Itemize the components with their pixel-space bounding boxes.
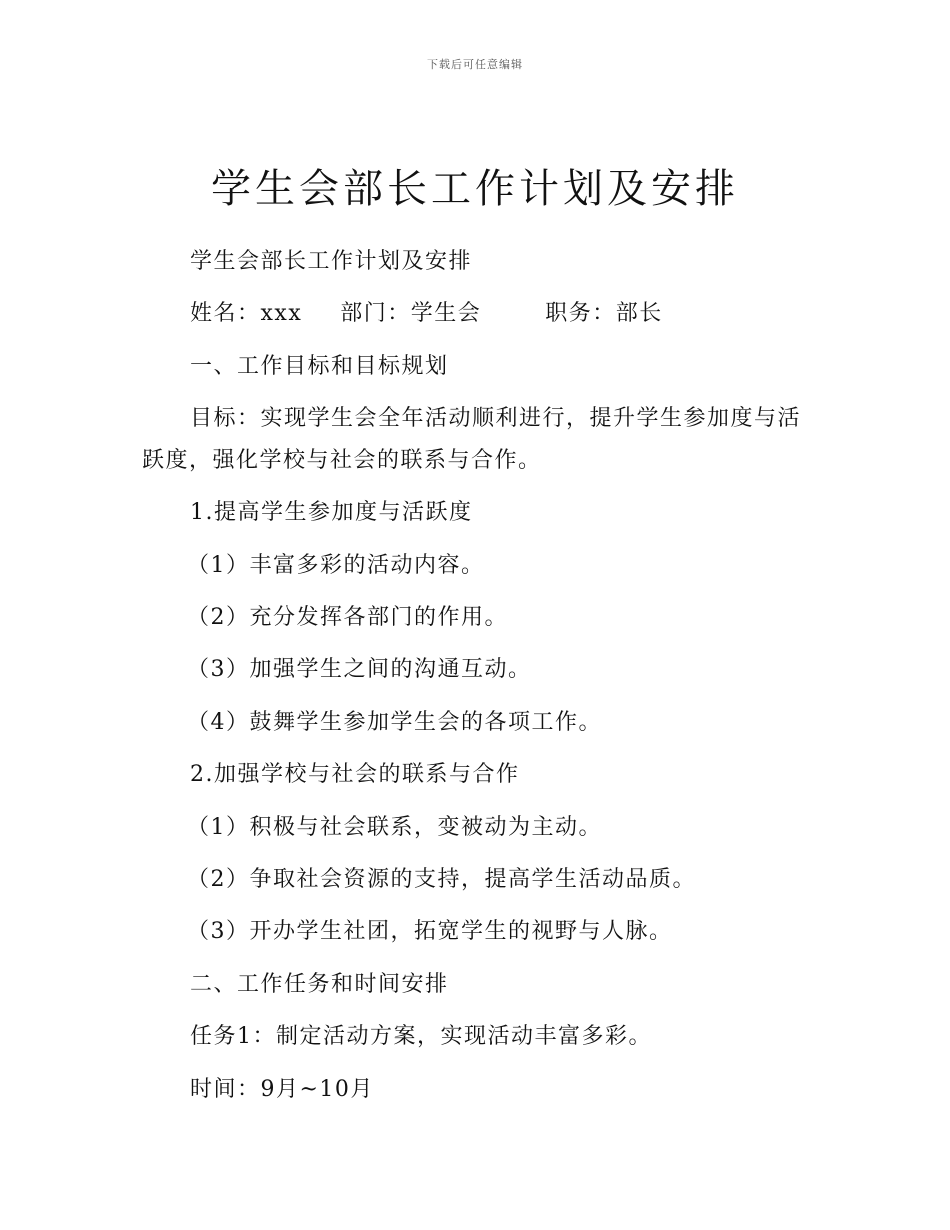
section1-goal: 目标：实现学生会全年活动顺利进行，提升学生参加度与活跃度，强化学校与社会的联系与合作。 (142, 406, 802, 474)
info-position: 职务：部长 (545, 301, 663, 327)
item1-heading: 1.提高学生参加度与活跃度 (190, 500, 473, 526)
document-body (142, 236, 818, 1116)
item1-point-4: （4）鼓舞学生参加学生会的各项工作。 (187, 709, 602, 735)
subtitle: 学生会部长工作计划及安排 (190, 249, 473, 274)
item2-point-2: （2）争取社会资源的支持，提高学生活动品质。 (187, 867, 696, 893)
item2-heading: 2.加强学校与社会的联系与合作 (190, 762, 520, 788)
item2-point-3: （3）开办学生社团，拓宽学生的视野与人脉。 (187, 919, 673, 945)
item1-point-3: （3）加强学生之间的沟通互动。 (187, 657, 532, 683)
info-name: 姓名：xxx (190, 301, 303, 327)
info-department: 部门：学生会 (340, 301, 482, 327)
section2-time1: 时间：9月~10月 (190, 1076, 374, 1102)
section2-task1: 任务1：制定活动方案，实现活动丰富多彩。 (190, 1024, 652, 1050)
item1-point-1: （1）丰富多彩的活动内容。 (187, 552, 485, 578)
item2-point-1: （1）积极与社会联系，变被动为主动。 (187, 814, 602, 840)
info-row (142, 288, 818, 340)
section2-heading: 二、工作任务和时间安排 (190, 971, 449, 997)
item1-point-2: （2）充分发挥各部门的作用。 (187, 605, 508, 631)
page-header-note: 下载后可任意编辑 (427, 58, 523, 71)
document-title: 学生会部长工作计划及安排 (211, 166, 739, 212)
section1-heading: 一、工作目标和目标规划 (190, 353, 449, 379)
